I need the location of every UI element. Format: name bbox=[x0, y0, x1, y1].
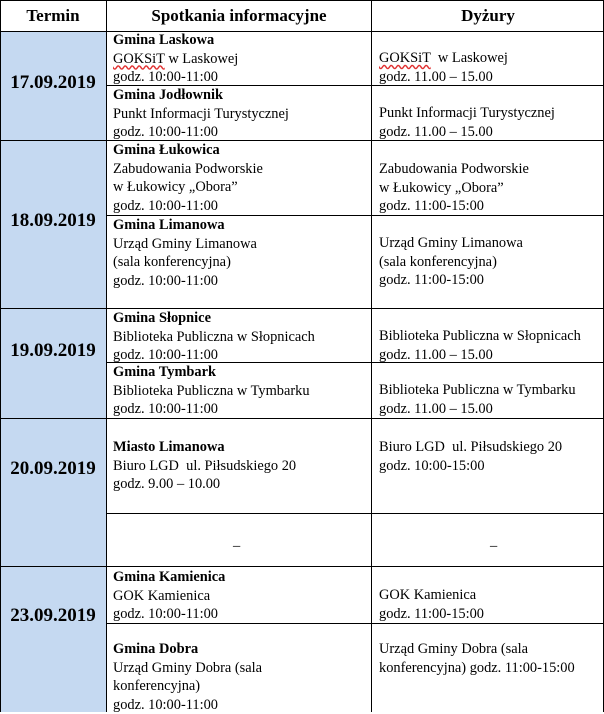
meeting-hours: godz. 10:00-11:00 bbox=[113, 400, 368, 419]
date-cell: 23.09.2019 bbox=[0, 605, 106, 627]
meeting-hours: godz. 10:00-11:00 bbox=[113, 123, 368, 142]
gmina-name: Gmina Łukowica bbox=[113, 141, 368, 160]
duty-cell bbox=[379, 586, 601, 623]
duty-place: Biblioteka Publiczna w Słopnicach bbox=[379, 327, 601, 346]
duty-hours: godz. 10:00-15:00 bbox=[379, 457, 601, 476]
duty-place: (sala konferencyjna) bbox=[379, 253, 601, 272]
meeting-place: konferencyjna) bbox=[113, 677, 368, 696]
grid-line bbox=[0, 566, 604, 567]
gmina-name: Gmina Dobra bbox=[113, 640, 368, 659]
gmina-name: Miasto Limanowa bbox=[113, 438, 368, 457]
meeting-place: Biblioteka Publiczna w Tymbarku bbox=[113, 382, 368, 401]
grid-line bbox=[371, 0, 372, 712]
meeting-cell bbox=[113, 438, 368, 494]
meeting-hours: godz. 10:00-11:00 bbox=[113, 605, 368, 624]
place-part: GOKSiT bbox=[113, 51, 165, 67]
gmina-name: Gmina Kamienica bbox=[113, 568, 368, 587]
duty-place: Punkt Informacji Turystycznej bbox=[379, 104, 601, 123]
meeting-place: w Łukowicy „Obora” bbox=[113, 178, 368, 197]
meeting-hours: godz. 10:00-11:00 bbox=[113, 68, 368, 87]
meeting-hours: godz. 10:00-11:00 bbox=[113, 272, 368, 291]
header-dyzury: Dyżury bbox=[372, 0, 604, 31]
duty-cell bbox=[379, 160, 601, 216]
empty-dash: – bbox=[233, 538, 240, 555]
meeting-place: Urząd Gminy Limanowa bbox=[113, 235, 368, 254]
duty-hours: godz. 11:00-15:00 bbox=[379, 271, 601, 290]
duty-hours: godz. 11:00-15:00 bbox=[379, 197, 601, 216]
meeting-hours: godz. 10:00-11:00 bbox=[113, 197, 368, 216]
grid-line bbox=[106, 0, 107, 712]
meeting-hours: godz. 9.00 – 10.00 bbox=[113, 475, 368, 494]
meeting-cell bbox=[113, 640, 368, 714]
duty-hours: godz. 11.00 – 15.00 bbox=[379, 400, 601, 419]
duty-place: w Łukowicy „Obora” bbox=[379, 179, 601, 198]
date-cell: 17.09.2019 bbox=[0, 72, 106, 94]
meeting-place: GOK Kamienica bbox=[113, 587, 368, 606]
duty-hours: godz. 11.00 – 15.00 bbox=[379, 68, 601, 87]
duty-place: Urząd Gminy Limanowa bbox=[379, 234, 601, 253]
grid-line bbox=[0, 0, 604, 1]
meeting-cell bbox=[113, 568, 368, 624]
duty-cell bbox=[379, 327, 601, 364]
place-part: w Laskowej bbox=[165, 51, 239, 67]
meeting-place: Urząd Gminy Dobra (sala bbox=[113, 659, 368, 678]
gmina-name: Gmina Tymbark bbox=[113, 363, 368, 382]
meeting-place: Biuro LGD ul. Piłsudskiego 20 bbox=[113, 457, 368, 476]
duty-place: konferencyjna) godz. 11:00-15:00 bbox=[379, 659, 601, 678]
meeting-place: (sala konferencyjna) bbox=[113, 253, 368, 272]
date-cell: 18.09.2019 bbox=[0, 210, 106, 232]
grid-line bbox=[106, 513, 604, 514]
date-cell: 19.09.2019 bbox=[0, 340, 106, 362]
meeting-cell bbox=[113, 31, 368, 87]
duty-hours: godz. 11.00 – 15.00 bbox=[379, 346, 601, 365]
empty-dash: – bbox=[490, 538, 497, 555]
gmina-name: Gmina Laskowa bbox=[113, 31, 368, 50]
place-part: w Laskowej bbox=[431, 50, 508, 66]
duty-place: GOK Kamienica bbox=[379, 586, 601, 605]
meeting-cell bbox=[113, 86, 368, 142]
gmina-name: Gmina Słopnice bbox=[113, 309, 368, 328]
duty-cell bbox=[379, 234, 601, 290]
meeting-hours: godz. 10:00-11:00 bbox=[113, 696, 368, 714]
meeting-hours: godz. 10:00-11:00 bbox=[113, 346, 368, 365]
duty-place: Urząd Gminy Dobra (sala bbox=[379, 640, 601, 659]
meeting-cell bbox=[113, 363, 368, 419]
duty-hours: godz. 11.00 – 15.00 bbox=[379, 123, 601, 142]
duty-cell bbox=[379, 438, 601, 475]
meeting-place: Biblioteka Publiczna w Słopnicach bbox=[113, 328, 368, 347]
duty-place: Biuro LGD ul. Piłsudskiego 20 bbox=[379, 438, 601, 457]
meeting-place: Punkt Informacji Turystycznej bbox=[113, 105, 368, 124]
duty-hours: godz. 11:00-15:00 bbox=[379, 605, 601, 624]
meeting-place: Zabudowania Podworskie bbox=[113, 160, 368, 179]
duty-place: Biblioteka Publiczna w Tymbarku bbox=[379, 381, 601, 400]
duty-place: Zabudowania Podworskie bbox=[379, 160, 601, 179]
meeting-cell bbox=[113, 216, 368, 290]
meeting-place bbox=[113, 50, 368, 69]
gmina-name: Gmina Jodłownik bbox=[113, 86, 368, 105]
duty-cell bbox=[379, 640, 601, 677]
duty-cell bbox=[379, 104, 601, 141]
duty-cell bbox=[379, 49, 601, 86]
header-spotkania: Spotkania informacyjne bbox=[107, 0, 371, 31]
duty-place bbox=[379, 49, 601, 68]
place-part: GOKSiT bbox=[379, 50, 431, 66]
duty-cell bbox=[379, 381, 601, 418]
header-termin: Termin bbox=[0, 0, 106, 31]
meeting-cell bbox=[113, 141, 368, 215]
meeting-cell bbox=[113, 309, 368, 365]
date-cell: 20.09.2019 bbox=[0, 458, 106, 480]
gmina-name: Gmina Limanowa bbox=[113, 216, 368, 235]
